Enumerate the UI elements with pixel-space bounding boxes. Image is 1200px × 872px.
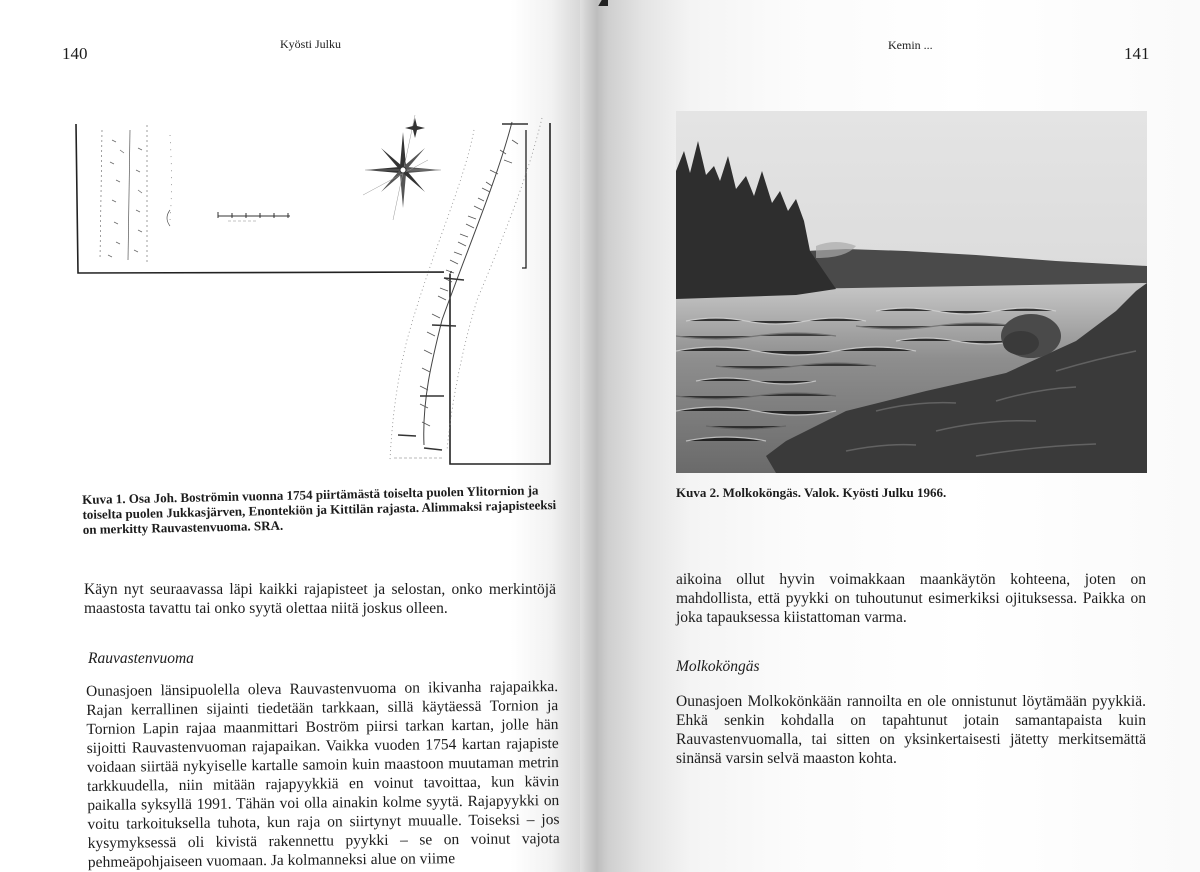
river-rapids-photo xyxy=(676,111,1147,473)
map-scale-bar xyxy=(218,212,290,221)
continued-paragraph: aikoina ollut hyvin voimakkaan maankäytön kohteena, joten on mahdollista, että pyykki on tuhoutunut esimerkiksi ojituksessa. Paikka on joka tapauksessa kiistattoman varma. xyxy=(676,571,1146,626)
map-left-strip xyxy=(100,125,172,265)
photo-molkokongas xyxy=(676,111,1147,473)
section-heading: Rauvastenvuoma xyxy=(88,650,194,667)
running-head: Kyösti Julku xyxy=(280,37,342,51)
figure-caption: Kuva 1. Osa Joh. Boströmin vuonna 1754 piirtämästä toiselta puolen Ylitornion ja toiselta puolen Jukkasjärven, Enontekiön ja Kittilän rajasta. Alimmaksi rajapisteeksi on merkitty Rauvastenvuoma. SRA. xyxy=(82,482,557,537)
book-gutter xyxy=(580,0,608,872)
map-figure xyxy=(72,100,562,470)
figure-caption: Kuva 2. Molkoköngäs. Valok. Kyösti Julku 1966. xyxy=(676,485,947,500)
page-number: 141 xyxy=(1124,44,1150,63)
section-paragraph: Ounasjoen Molkokönkään rannoilta en ole onnistunut löytämään pyykkiä. Ehkä senkin kohdalla on tapahtunut jotain samantapaista kuin Rauvastenvuomalla, tai sitten on yksinkertaisesti jätetty merkitsemättä sinänsä varsin selvä maaston kohta. xyxy=(676,693,1146,767)
page-number: 140 xyxy=(62,44,88,63)
left-page xyxy=(0,0,580,872)
section-heading: Molkoköngäs xyxy=(676,658,760,675)
intro-paragraph: Käyn nyt seuraavassa läpi kaikki rajapisteet ja selostan, onko merkintöjä maastosta tavattu tai onko syytä olettaa niitä joskus olleen. xyxy=(84,581,556,617)
right-page xyxy=(608,0,1200,872)
section-paragraph: Ounasjoen länsipuolella oleva Rauvastenvuoma on ikivanha rajapaikka. Rajan kerrallinen sijainti tiedetään tarkkaan, sillä käytäessä Tornion ja Tornion Lapin rajaa maanmittari Boström piirsi tarkan kartan, jolle hän sijoitti Rauvastenvuoman rajapaikan. Vaikka vuoden 1754 kartan rajapiste voidaan siirtää nykyiselle kartalle samoin kuin maastoon muutaman metrin tarkkuudella, niin mitään rajapyykkiä en voinut tavoittaa, kun kävin paikalla syksyllä 1991. Tähän voi olla ainakin kolme syytä. Rajapyykki on voitu tarkoituksella tuhota, kun raja on siirtynyt muualle. Toiseksi – jos kysymyksessä oli kivistä rakennettu pyykki – se on voinut vajota pehmeäpohjaiseen vuomaan. Ja kolmanneksi alue on viime xyxy=(86,678,560,871)
running-head: Kemin ... xyxy=(888,38,933,52)
historical-border-map xyxy=(72,100,562,470)
compass-rose-icon xyxy=(363,115,441,220)
